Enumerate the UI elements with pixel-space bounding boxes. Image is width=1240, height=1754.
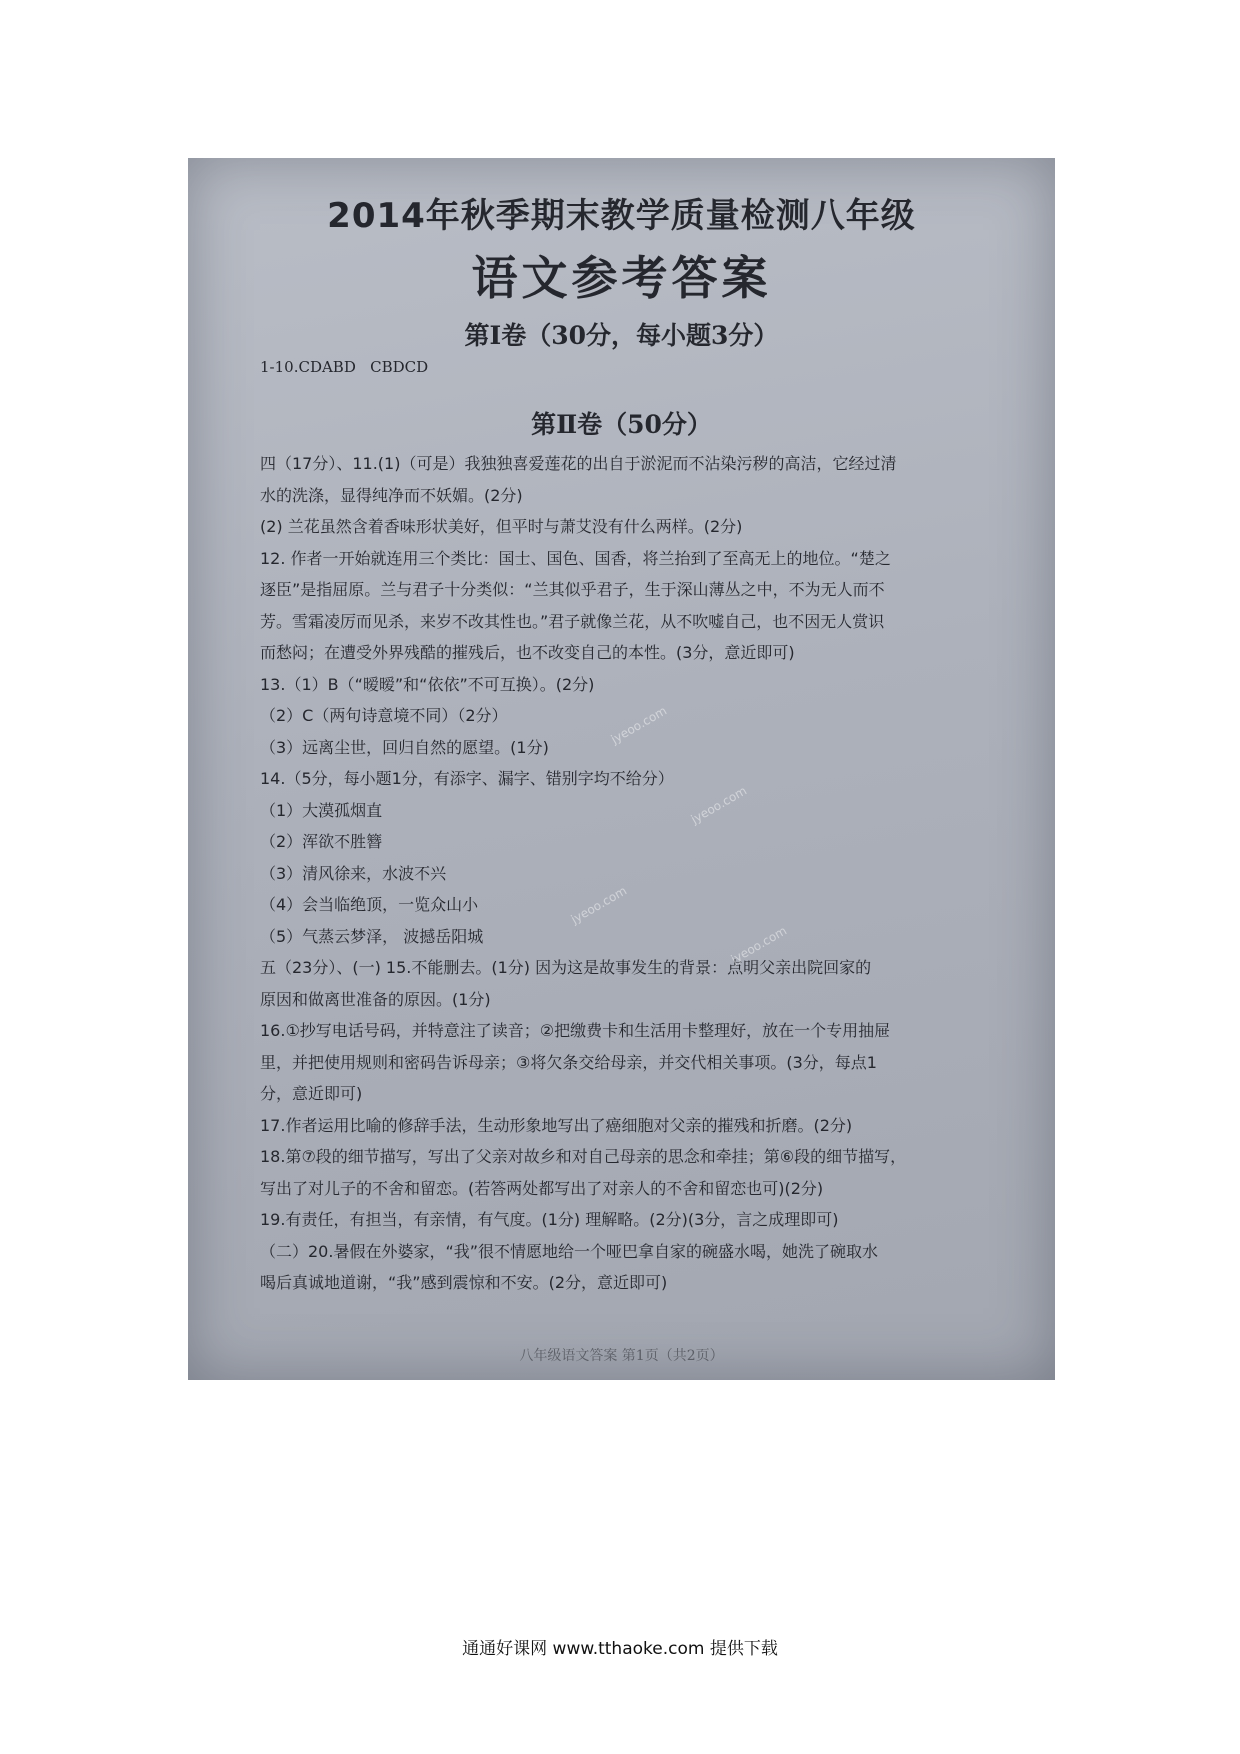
- answer-line: 四（17分）、11.(1)（可是）我独独喜爱莲花的出自于淤泥而不沾染污秽的高洁，它经过清: [260, 454, 897, 473]
- answer-line: 里，并把使用规则和密码告诉母亲；③将欠条交给母亲，并交代相关事项。(3分，每点1: [260, 1052, 877, 1072]
- answer-line: （5）气蒸云梦泽， 波撼岳阳城: [260, 926, 484, 946]
- answer-line: 原因和做离世准备的原因。(1分): [260, 989, 491, 1009]
- watermark: jyeoo.com: [688, 783, 750, 827]
- section-1-answers: 1-10.CDABD CBDCD: [260, 358, 429, 376]
- sheet-title: 2014年秋季期末教学质量检测八年级: [327, 196, 916, 236]
- answer-line: 17.作者运用比喻的修辞手法，生动形象地写出了癌细胞对父亲的摧残和折磨。(2分): [260, 1115, 853, 1135]
- answer-line: 芳。雪霜凌厉而见杀，来岁不改其性也。”君子就像兰花，从不吹嘘自己，也不因无人赏识: [260, 611, 885, 631]
- sheet-subtitle: 语文参考答案: [471, 251, 772, 305]
- answer-line: 13.（1）B（“暧暧”和“依依”不可互换）。(2分): [260, 674, 595, 694]
- answer-line: （二）20.暑假在外婆家，“我”很不情愿地给一个哑巴拿自家的碗盛水喝，她洗了碗取水: [260, 1241, 879, 1261]
- answer-line: （2）浑欲不胜簪: [260, 832, 383, 851]
- answer-line: （1）大漠孤烟直: [260, 800, 383, 820]
- answer-line: 而愁闷；在遭受外界残酷的摧残后，也不改变自己的本性。(3分，意近即可): [260, 643, 795, 662]
- watermark: jyeoo.com: [568, 883, 630, 927]
- answer-line: 12. 作者一开始就连用三个类比：国士、国色、国香，将兰抬到了至高无上的地位。“楚之: [260, 548, 891, 568]
- answer-line: (2) 兰花虽然含着香味形状美好，但平时与萧艾没有什么两样。(2分): [260, 517, 743, 536]
- watermark: jyeoo.com: [728, 923, 790, 967]
- answer-line: （3）清风徐来，水波不兴: [260, 863, 447, 883]
- answer-line: 喝后真诚地道谢，“我”感到震惊和不安。(2分，意近即可): [260, 1273, 668, 1292]
- page-footer: 八年级语文答案 第1页（共2页）: [519, 1348, 724, 1364]
- answer-line: 19.有责任，有担当，有亲情，有气度。(1分) 理解略。(2分)(3分，言之成理即可): [260, 1210, 839, 1229]
- answer-line: 写出了对儿子的不舍和留恋。(若答两处都写出了对亲人的不舍和留恋也可)(2分): [260, 1178, 824, 1198]
- answer-lines: [260, 448, 1010, 1299]
- answer-line: 18.第⑦段的细节描写，写出了父亲对故乡和对自己母亲的思念和牵挂；第⑥段的细节描写，: [260, 1147, 907, 1166]
- answer-sheet-photo: [188, 158, 1055, 1380]
- section-2-heading: 第Ⅱ卷（50分）: [531, 410, 712, 439]
- answer-line: 五（23分）、(一) 15.不能删去。(1分) 因为这是故事发生的背景：点明父亲出院回家的: [260, 958, 872, 977]
- answer-line: 分，意近即可): [260, 1084, 363, 1103]
- watermark: jyeoo.com: [608, 703, 670, 747]
- section-1-heading: 第Ⅰ卷（30分，每小题3分）: [464, 321, 779, 350]
- answer-line: （3）远离尘世，回归自然的愿望。(1分): [260, 737, 549, 757]
- answer-line: 14.（5分，每小题1分，有添字、漏字、错别字均不给分）: [260, 769, 674, 788]
- answer-line: 逐臣”是指屈原。兰与君子十分类似：“兰其似乎君子，生于深山薄丛之中，不为无人而不: [260, 580, 885, 599]
- answer-line: （2）C（两句诗意境不同）（2分）: [260, 706, 508, 725]
- answer-line: 水的洗涤，显得纯净而不妖媚。(2分): [260, 485, 523, 505]
- answer-line: 16.①抄写电话号码，并特意注了读音；②把缴费卡和生活用卡整理好，放在一个专用抽屉: [260, 1021, 891, 1040]
- answer-line: （4）会当临绝顶，一览众山小: [260, 895, 479, 914]
- download-credit: 通通好课网 www.tthaoke.com 提供下载: [462, 1639, 778, 1659]
